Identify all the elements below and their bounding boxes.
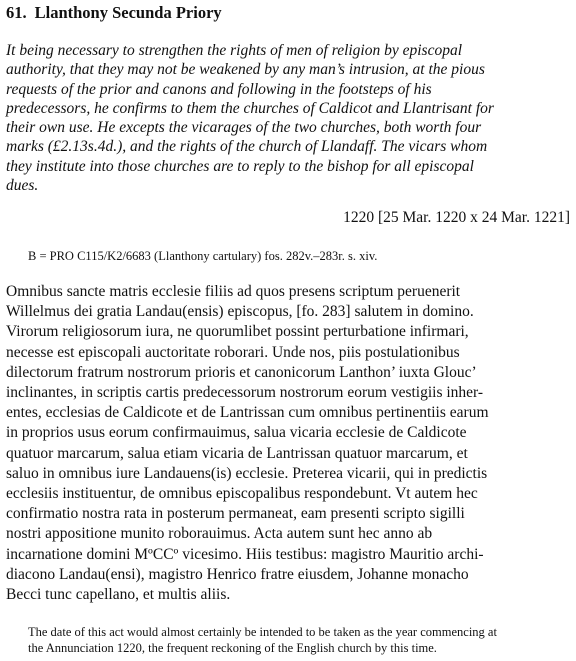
note-line: the Annunciation 1220, the frequent reckoning of the English church by this time. xyxy=(28,641,437,655)
source-reference: B = PRO C115/K2/6683 (Llanthony cartulary) fos. 282v.–283r. s. xiv. xyxy=(28,249,378,263)
text-line: in proprios usus eorum confirmauimus, salua vicaria ecclesie de Caldicote xyxy=(6,424,467,442)
act-dating: 1220 [25 Mar. 1220 x 24 Mar. 1221] xyxy=(343,209,570,226)
dating-note xyxy=(28,624,573,656)
note-line: The date of this act would almost certainly be intended to be taken as the year commencing at xyxy=(28,625,497,639)
text-line: necesse est episcopali auctoritate roborari. Unde nos, piis postulationibus xyxy=(6,343,460,361)
act-title: Llanthony Secunda Priory xyxy=(34,3,222,22)
summary-line: dues. xyxy=(6,177,39,195)
text-line: quatuor marcarum, salua etiam vicaria de Lantrissan quatuor marcarum, et xyxy=(6,444,468,462)
text-line: Virorum religiosorum iura, ne quorumlibet possint perturbatione infirmari, xyxy=(6,323,469,341)
summary-line: they institute into those churches are to reply to the bishop for all episcopal xyxy=(6,157,474,175)
latin-text xyxy=(6,282,570,605)
text-line: Willelmus dei gratia Landau(ensis) episcopus, [fo. 283] salutem in domino. xyxy=(6,303,474,321)
text-line: incarnatione domini MºCCº vicesimo. Hiis testibus: magistro Mauritio archi- xyxy=(6,545,484,563)
text-line: nostri appositione munito roborauimus. Acta autem sunt hec anno ab xyxy=(6,525,433,543)
text-line: Becci tunc capellano, et multis aliis. xyxy=(6,586,231,604)
text-line: inclinantes, in scriptis cartis predecessorum nostrorum eorum vestigiis inher- xyxy=(6,384,484,402)
summary-line: requests of the prior and canons and following in the footsteps of his xyxy=(6,80,432,98)
summary-line: their own use. He excepts the vicarages of the two churches, both worth four xyxy=(6,119,482,137)
summary-line: predecessors, he confirms to them the churches of Caldicot and Llantrisant for xyxy=(6,99,494,117)
text-line: dilectorum fratrum nostrorum prioris et canonicorum Lanthon’ iuxta Glouc’ xyxy=(6,363,477,381)
summary-line: It being necessary to strengthen the rights of men of religion by episcopal xyxy=(6,42,463,59)
english-summary xyxy=(6,41,570,195)
text-line: ecclesiis instituentur, de omnibus episcopalibus respondebunt. Vt autem hec xyxy=(6,485,478,503)
text-line: diacono Landau(ensi), magistro Henrico fratre eiusdem, Johanne monacho xyxy=(6,565,469,583)
summary-line: marks (£2.13s.4d.), and the rights of the church of Llandaff. The vicars whom xyxy=(6,138,488,156)
act-heading xyxy=(6,3,222,23)
text-line: confirmatio nostra rata in posterum permaneat, eam presenti scripto sigilli xyxy=(6,505,465,523)
summary-line: authority, that they may not be weakened by any man’s intrusion, at the pious xyxy=(6,61,485,79)
text-line: saluo in omnibus iure Landauens(is) ecclesie. Preterea vicarii, qui in predictis xyxy=(6,464,488,482)
act-number: 61. xyxy=(6,3,27,22)
text-line: entes, ecclesias de Caldicote et de Lantrissan cum omnibus pertinentiis earum xyxy=(6,404,489,422)
text-line: Omnibus sancte matris ecclesie filiis ad quos presens scriptum peruenerit xyxy=(6,283,461,300)
